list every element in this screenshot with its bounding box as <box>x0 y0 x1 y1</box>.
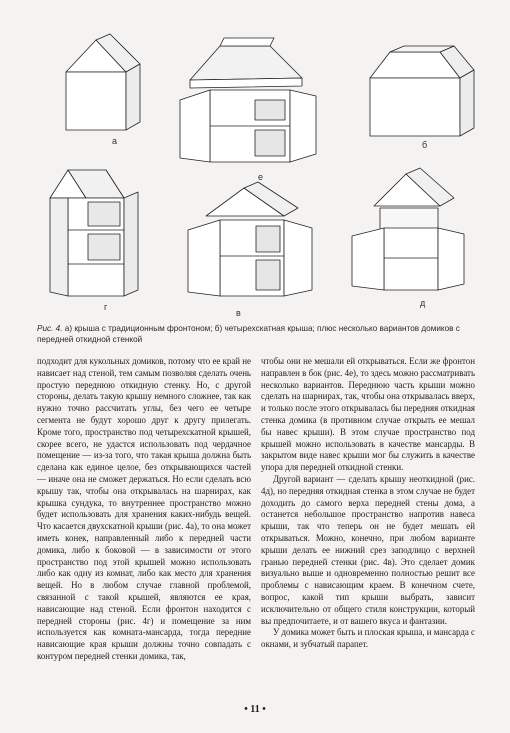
house-g-front-gable <box>50 170 138 312</box>
text-column-right <box>261 356 475 651</box>
house-b-hip-roof <box>370 46 474 150</box>
figure-4-drawing <box>30 30 490 320</box>
label-e: е <box>258 172 264 182</box>
paragraph: чтобы они не мешали ей открываться. Если же фронтон направлен в бок (рис. 4е), то здесь можно рассматривать несколько вариантов. Переднюю часть крыши можно сделать на шарнирах, так, чтобы она открывалась вверх, и только после этого открывалась бы передняя откидная стенка домика (в противном случае открыть ее мешал бы навес крыши). В этом случае пространство под крышей можно использовать в качестве мансарды. В закрытом виде навес крыши мог бы служить в качестве упора для передней откидной стенки. <box>261 356 475 473</box>
label-g: г <box>104 302 108 312</box>
figure-4-dollhouse-roofs <box>30 30 490 320</box>
caption-text: а) крыша с традиционным фронтоном; б) четырехскатная крыша; плюс несколько вариантов домиков с передней откидной стенкой <box>37 324 460 344</box>
page-number: • 11 • <box>244 704 266 715</box>
figure-number: Рис. 4. <box>37 324 63 333</box>
label-d: д <box>420 298 426 308</box>
paragraph: подходит для кукольных домиков, потому что ее край не нависает над стеной, тем самым позволяя сделать очень простую переднюю откидную стенку. Но, с другой стороны, делать такую крышу немного сложнее, так как нужно точно рассчитать углы, без чего ее четыре сегмента не будут хорошо друг к другу прилегать. Кроме того, пространство под четырехскатной крышей, скорее всего, не удастся использовать под чердачное помещение — из-за того, что такая крыша должна быть сделана как единое целое, без открывающихся частей — иначе она не сможет держаться. Но если сделать всю крышу так, чтобы она открывалась на шарнирах, как крышка сундука, то внутреннее пространство можно будет использовать для хранения каких-нибудь вещей. Что касается двухскатной крыши (рис. 4а), то она может иметь конек, направленный либо к передней части домика, либо к боковой — в зависимости от этого пространство под этой крышей можно использовать либо как одну из комнат, либо как место для хранения вещей. Но в любом случае главной проблемой, связанной с такой крышей, являются ее края, нависающие над стеной. Если фронтон находится с передней стороны (рис. 4г) и помещение за ним используется как комната-мансарда, тогда передние нависающие края крыши должны точно совпадать с контуром передней стенки домика, так, <box>37 356 251 661</box>
house-e-side-gable-open <box>180 38 316 182</box>
label-b: б <box>422 140 428 150</box>
label-v: в <box>236 308 241 318</box>
house-v-hinged-front <box>188 182 312 318</box>
label-a: а <box>112 136 118 146</box>
paragraph: У домика может быть и плоская крыша, и мансарда с окнами, и зубчатый парапет. <box>261 627 475 650</box>
text-column-left <box>37 356 251 663</box>
house-d-fixed-roof <box>352 168 464 308</box>
figure-caption <box>37 323 477 345</box>
paragraph: Другой вариант — сделать крышу неоткидной (рис. 4д), но передняя откидная стенка в этом случае не будет доходить до самого верха передней стены дома, а останется небольшое пространство напротив навеса крыши, так что теперь он не будет мешать ей открываться. Можно, конечно, при любом варианте крыши делать ее нижний срез заподлицо с верхней гранью передней стенки (рис. 4в). Это сделает домик визуально выше и одновременно полностью решит все проблемы с нависающим краем. В конечном счете, вопрос, какой тип крыши выбрать, зависит исключительно от общего стиля конструкции, который вы предпочитаете, и от вашего вкуса и фантазии. <box>261 473 475 626</box>
house-a-gable-roof <box>66 34 140 146</box>
